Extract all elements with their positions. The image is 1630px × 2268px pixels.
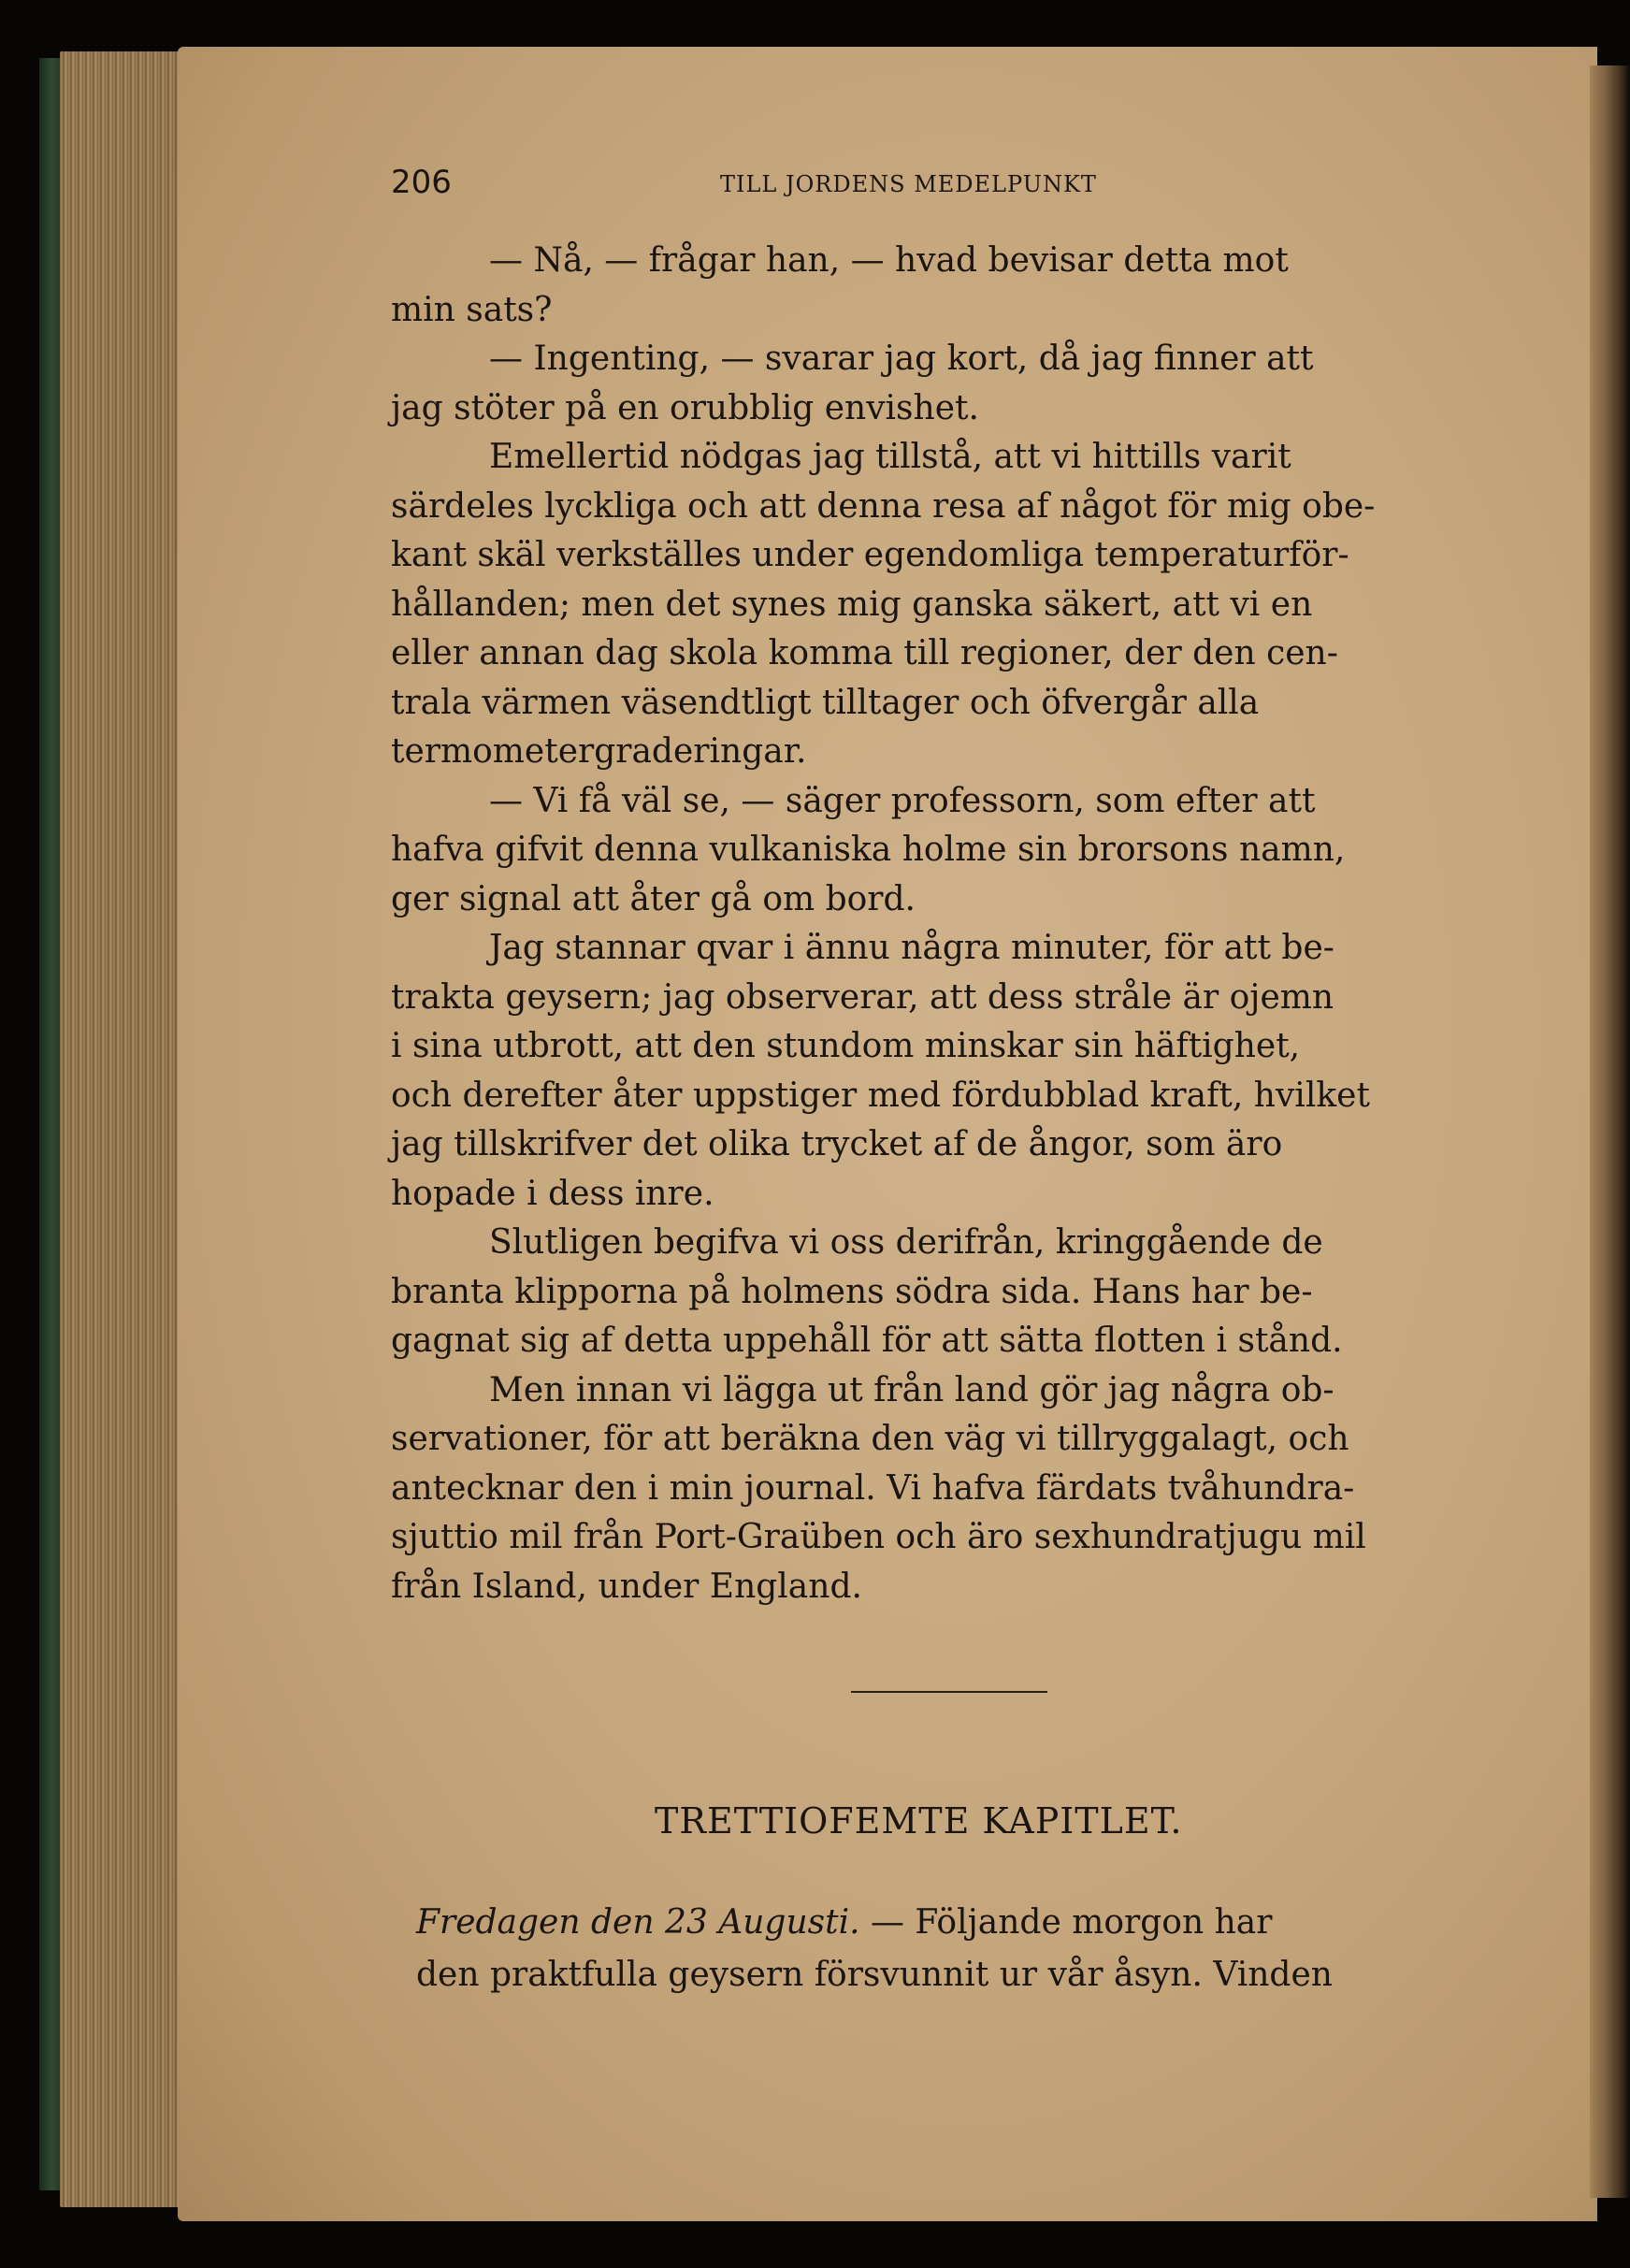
text-line: Men innan vi lägga ut från land gör jag några ob- bbox=[489, 1370, 1334, 1409]
text-line: jag tillskrifver det olika trycket af de ångor, som äro bbox=[391, 1125, 1283, 1163]
text-line: — Nå, — frågar han, — hvad bevisar detta mot bbox=[489, 241, 1289, 280]
text-line: kant skäl verkställes under egendomliga temperaturför- bbox=[391, 536, 1349, 574]
text-line: branta klipporna på holmens södra sida. Hans har be- bbox=[391, 1272, 1313, 1311]
text-line: gagnat sig af detta uppehåll för att sätta flotten i stånd. bbox=[391, 1322, 1343, 1360]
text-line: min sats? bbox=[391, 290, 553, 329]
text-line: från Island, under England. bbox=[391, 1567, 862, 1606]
text-line: hållanden; men det synes mig ganska säkert, att vi en bbox=[391, 585, 1313, 624]
text-line: trakta geysern; jag observerar, att dess stråle är ojemn bbox=[391, 977, 1334, 1017]
chapter-title: TRETTIOFEMTE KAPITLET. bbox=[655, 1800, 1183, 1842]
chapter-opening-text: — Följande morgon har bbox=[859, 1903, 1273, 1942]
text-line: Slutligen begifva vi oss derifrån, kringgående de bbox=[489, 1223, 1323, 1262]
text-line: i sina utbrott, att den stundom minskar sin häftighet, bbox=[391, 1027, 1301, 1065]
text-line: hopade i dess inre. bbox=[391, 1174, 714, 1213]
chapter-opening bbox=[416, 1897, 1492, 2001]
book-gutter bbox=[1590, 65, 1630, 2198]
text-line: — Ingenting, — svarar jag kort, då jag finner att bbox=[489, 339, 1314, 378]
text-line: Emellertid nödgas jag tillstå, att vi hittills varit bbox=[489, 438, 1291, 476]
page-header bbox=[391, 164, 1139, 210]
chapter-opening-line: den praktfulla geysern försvunnit ur vår åsyn. Vinden bbox=[416, 1956, 1333, 1994]
text-line: jag stöter på en orubblig envishet. bbox=[391, 388, 979, 427]
text-line: — Vi få väl se, — säger professorn, som efter att bbox=[489, 781, 1316, 820]
text-line: trala värmen väsendtligt tilltager och öfvergår alla bbox=[391, 683, 1260, 722]
text-line: servationer, för att beräkna den väg vi tillryggalagt, och bbox=[391, 1420, 1349, 1458]
chapter-opening-line bbox=[416, 1897, 1492, 1949]
date-heading: Fredagen den 23 Augusti. bbox=[416, 1903, 860, 1942]
text-line: Jag stannar qvar i ännu några minuter, för att be- bbox=[489, 929, 1334, 967]
page-number: 206 bbox=[391, 164, 452, 201]
text-line: och derefter åter uppstiger med fördubblad kraft, hvilket bbox=[391, 1076, 1370, 1115]
section-divider bbox=[851, 1691, 1047, 1693]
text-line: sjuttio mil från Port-Graüben och äro sexhundratjugu mil bbox=[391, 1518, 1366, 1556]
text-line: hafva gifvit denna vulkaniska holme sin brorsons namn, bbox=[391, 831, 1346, 869]
text-line: särdeles lyckliga och att denna resa af något för mig obe- bbox=[391, 486, 1376, 526]
text-line: ger signal att åter gå om bord. bbox=[391, 879, 916, 918]
text-line: antecknar den i min journal. Vi hafva färdats tvåhundra- bbox=[391, 1468, 1355, 1508]
text-line: termometergraderingar. bbox=[391, 732, 807, 771]
body-text bbox=[391, 237, 1466, 1611]
running-head: TILL JORDENS MEDELPUNKT bbox=[720, 171, 1097, 197]
text-line: eller annan dag skola komma till regioner, der den cen- bbox=[391, 634, 1338, 672]
